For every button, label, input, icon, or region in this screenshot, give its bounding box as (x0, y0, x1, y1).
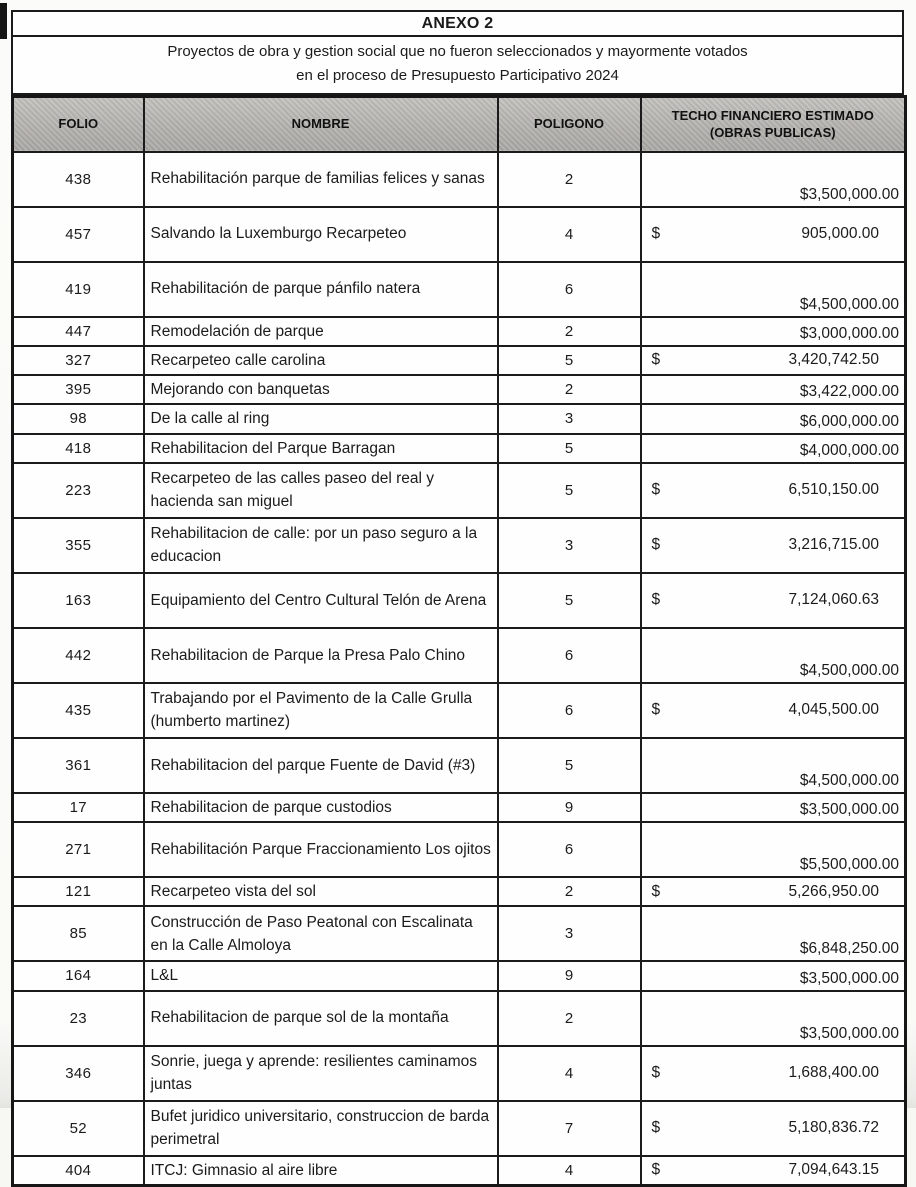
currency-symbol: $ (651, 882, 661, 900)
nombre-cell: Rehabilitación Parque Fraccionamiento Los ojitos (144, 822, 498, 877)
folio-cell: 442 (13, 628, 144, 683)
nombre-cell: ITCJ: Gimnasio al aire libre (144, 1156, 498, 1186)
nombre-cell: Remodelación de parque (144, 317, 498, 346)
amount-cell (641, 573, 906, 628)
nombre-cell: Equipamiento del Centro Cultural Telón de Arena (144, 573, 498, 628)
folio-cell: 223 (13, 463, 144, 518)
nombre-cell: Recarpeteo calle carolina (144, 346, 498, 375)
nombre-cell: Salvando la Luxemburgo Recarpeteo (144, 207, 498, 262)
amount-cell (641, 683, 906, 738)
amount-split-wrap (647, 1064, 900, 1082)
amount-cell (641, 518, 906, 573)
folio-cell: 447 (13, 317, 144, 346)
amount-split-wrap (647, 351, 900, 369)
poligono-cell: 5 (498, 346, 641, 375)
amount-value: $3,500,000.00 (641, 961, 906, 990)
poligono-cell: 6 (498, 262, 641, 317)
subtitle-line-2: en el proceso de Presupuesto Participativo 2024 (296, 67, 619, 85)
table-row (13, 317, 906, 346)
poligono-cell: 3 (498, 518, 641, 573)
currency-symbol: $ (651, 351, 661, 369)
poligono-cell: 9 (498, 961, 641, 990)
column-header-nombre: NOMBRE (144, 96, 498, 152)
column-header-folio: FOLIO (13, 96, 144, 152)
nombre-cell: Recarpeteo vista del sol (144, 877, 498, 906)
folio-cell: 52 (13, 1101, 144, 1156)
folio-cell: 163 (13, 573, 144, 628)
nombre-cell: Rehabilitacion de parque sol de la montaña (144, 991, 498, 1046)
amount-split-wrap (647, 1119, 900, 1137)
nombre-cell: Recarpeteo de las calles paseo del real y hacienda san miguel (144, 463, 498, 518)
table-row (13, 1046, 906, 1101)
poligono-cell: 6 (498, 683, 641, 738)
folio-cell: 438 (13, 152, 144, 207)
nombre-cell: Mejorando con banquetas (144, 375, 498, 404)
nombre-cell: Rehabilitacion del parque Fuente de David (#3) (144, 738, 498, 793)
amount-value: $3,500,000.00 (641, 991, 906, 1046)
table-row (13, 518, 906, 573)
table-row (13, 207, 906, 262)
amount-value: 5,266,950.00 (788, 882, 879, 900)
amount-value: $4,500,000.00 (641, 738, 906, 793)
document-subtitle (11, 37, 904, 95)
poligono-cell: 3 (498, 404, 641, 433)
table-row (13, 822, 906, 877)
page-title: ANEXO 2 (11, 10, 904, 37)
column-header-techo-line1: TECHO FINANCIERO ESTIMADO (671, 107, 874, 123)
folio-cell: 271 (13, 822, 144, 877)
currency-symbol: $ (651, 481, 661, 499)
amount-split-wrap (647, 1161, 900, 1179)
poligono-cell: 5 (498, 573, 641, 628)
amount-value: $3,000,000.00 (641, 317, 906, 346)
nombre-cell: Rehabilitacion de Parque la Presa Palo Chino (144, 628, 498, 683)
amount-value: $3,500,000.00 (641, 152, 906, 207)
poligono-cell: 6 (498, 822, 641, 877)
folio-cell: 327 (13, 346, 144, 375)
amount-value: $6,848,250.00 (641, 906, 906, 961)
table-row (13, 152, 906, 207)
nombre-cell: Trabajando por el Pavimento de la Calle Grulla (humberto martinez) (144, 683, 498, 738)
folio-cell: 164 (13, 961, 144, 990)
document-sheet (11, 10, 904, 1187)
poligono-cell: 2 (498, 317, 641, 346)
nombre-cell: De la calle al ring (144, 404, 498, 433)
amount-cell (641, 463, 906, 518)
currency-symbol: $ (651, 225, 661, 243)
amount-split-wrap (647, 536, 900, 554)
amount-cell (641, 1046, 906, 1101)
currency-symbol: $ (651, 701, 661, 719)
poligono-cell: 4 (498, 1046, 641, 1101)
amount-cell (641, 346, 906, 375)
column-header-techo-line2: (OBRAS PUBLICAS) (709, 125, 836, 141)
amount-value: 5,180,836.72 (788, 1119, 879, 1137)
amount-value: 3,420,742.50 (788, 351, 879, 369)
folio-cell: 346 (13, 1046, 144, 1101)
poligono-cell: 6 (498, 628, 641, 683)
table-row (13, 906, 906, 961)
folio-cell: 355 (13, 518, 144, 573)
poligono-cell: 2 (498, 877, 641, 906)
amount-cell (641, 207, 906, 262)
amount-split-wrap (647, 481, 900, 499)
amount-value: $3,500,000.00 (641, 793, 906, 822)
table-header-row (13, 96, 906, 152)
folio-cell: 404 (13, 1156, 144, 1186)
folio-cell: 23 (13, 991, 144, 1046)
amount-value: $5,500,000.00 (641, 822, 906, 877)
amount-value: 1,688,400.00 (788, 1064, 879, 1082)
amount-cell (641, 877, 906, 906)
amount-value: 7,124,060.63 (788, 591, 879, 609)
amount-value: $4,500,000.00 (641, 628, 906, 683)
nombre-cell: Construcción de Paso Peatonal con Escalinata en la Calle Almoloya (144, 906, 498, 961)
folio-cell: 418 (13, 434, 144, 463)
folio-cell: 17 (13, 793, 144, 822)
amount-value: 7,094,643.15 (788, 1161, 879, 1179)
poligono-cell: 7 (498, 1101, 641, 1156)
amount-value: $4,500,000.00 (641, 262, 906, 317)
folio-cell: 395 (13, 375, 144, 404)
poligono-cell: 2 (498, 375, 641, 404)
table-row (13, 1101, 906, 1156)
table-row (13, 404, 906, 433)
amount-value: 905,000.00 (801, 225, 879, 243)
folio-cell: 121 (13, 877, 144, 906)
folio-cell: 85 (13, 906, 144, 961)
poligono-cell: 2 (498, 991, 641, 1046)
poligono-cell: 4 (498, 207, 641, 262)
table-row (13, 793, 906, 822)
folio-cell: 98 (13, 404, 144, 433)
amount-value: 3,216,715.00 (788, 536, 879, 554)
column-header-poligono: POLIGONO (498, 96, 641, 152)
currency-symbol: $ (651, 1119, 661, 1137)
nombre-cell: Rehabilitacion de calle: por un paso seguro a la educacion (144, 518, 498, 573)
poligono-cell: 3 (498, 906, 641, 961)
nombre-cell: Bufet juridico universitario, construccion de barda perimetral (144, 1101, 498, 1156)
subtitle-line-1: Proyectos de obra y gestion social que no fueron seleccionados y mayormente votados (167, 43, 748, 60)
poligono-cell: 5 (498, 738, 641, 793)
folio-cell: 361 (13, 738, 144, 793)
amount-value: $3,422,000.00 (641, 375, 906, 404)
table-row (13, 738, 906, 793)
amount-cell (641, 1101, 906, 1156)
table-row (13, 375, 906, 404)
amount-value: $6,000,000.00 (641, 404, 906, 433)
nombre-cell: Sonrie, juega y aprende: resilientes caminamos juntas (144, 1046, 498, 1101)
column-header-techo (641, 96, 906, 152)
amount-split-wrap (647, 701, 900, 719)
poligono-cell: 2 (498, 152, 641, 207)
scan-artifact-mark (0, 3, 7, 39)
table-body (13, 152, 906, 1186)
table-row (13, 991, 906, 1046)
table-row (13, 463, 906, 518)
table-row (13, 1156, 906, 1186)
amount-split-wrap (647, 883, 900, 901)
amount-split-wrap (647, 225, 900, 243)
table-row (13, 262, 906, 317)
poligono-cell: 5 (498, 463, 641, 518)
table-row (13, 683, 906, 738)
projects-table (11, 95, 907, 1187)
amount-value: 4,045,500.00 (788, 701, 879, 719)
folio-cell: 435 (13, 683, 144, 738)
table-row (13, 961, 906, 990)
poligono-cell: 9 (498, 793, 641, 822)
folio-cell: 457 (13, 207, 144, 262)
nombre-cell: Rehabilitación parque de familias felices y sanas (144, 152, 498, 207)
poligono-cell: 5 (498, 434, 641, 463)
currency-symbol: $ (651, 1064, 661, 1082)
folio-cell: 419 (13, 262, 144, 317)
poligono-cell: 4 (498, 1156, 641, 1186)
nombre-cell: Rehabilitacion de parque custodios (144, 793, 498, 822)
table-row (13, 573, 906, 628)
table-row (13, 434, 906, 463)
table-row (13, 877, 906, 906)
table-row (13, 346, 906, 375)
nombre-cell: Rehabilitación de parque pánfilo natera (144, 262, 498, 317)
amount-value: $4,000,000.00 (641, 434, 906, 463)
currency-symbol: $ (651, 1161, 661, 1179)
amount-value: 6,510,150.00 (788, 481, 879, 499)
amount-split-wrap (647, 591, 900, 609)
amount-cell (641, 1156, 906, 1186)
nombre-cell: L&L (144, 961, 498, 990)
currency-symbol: $ (651, 536, 661, 554)
currency-symbol: $ (651, 591, 661, 609)
nombre-cell: Rehabilitacion del Parque Barragan (144, 434, 498, 463)
table-row (13, 628, 906, 683)
